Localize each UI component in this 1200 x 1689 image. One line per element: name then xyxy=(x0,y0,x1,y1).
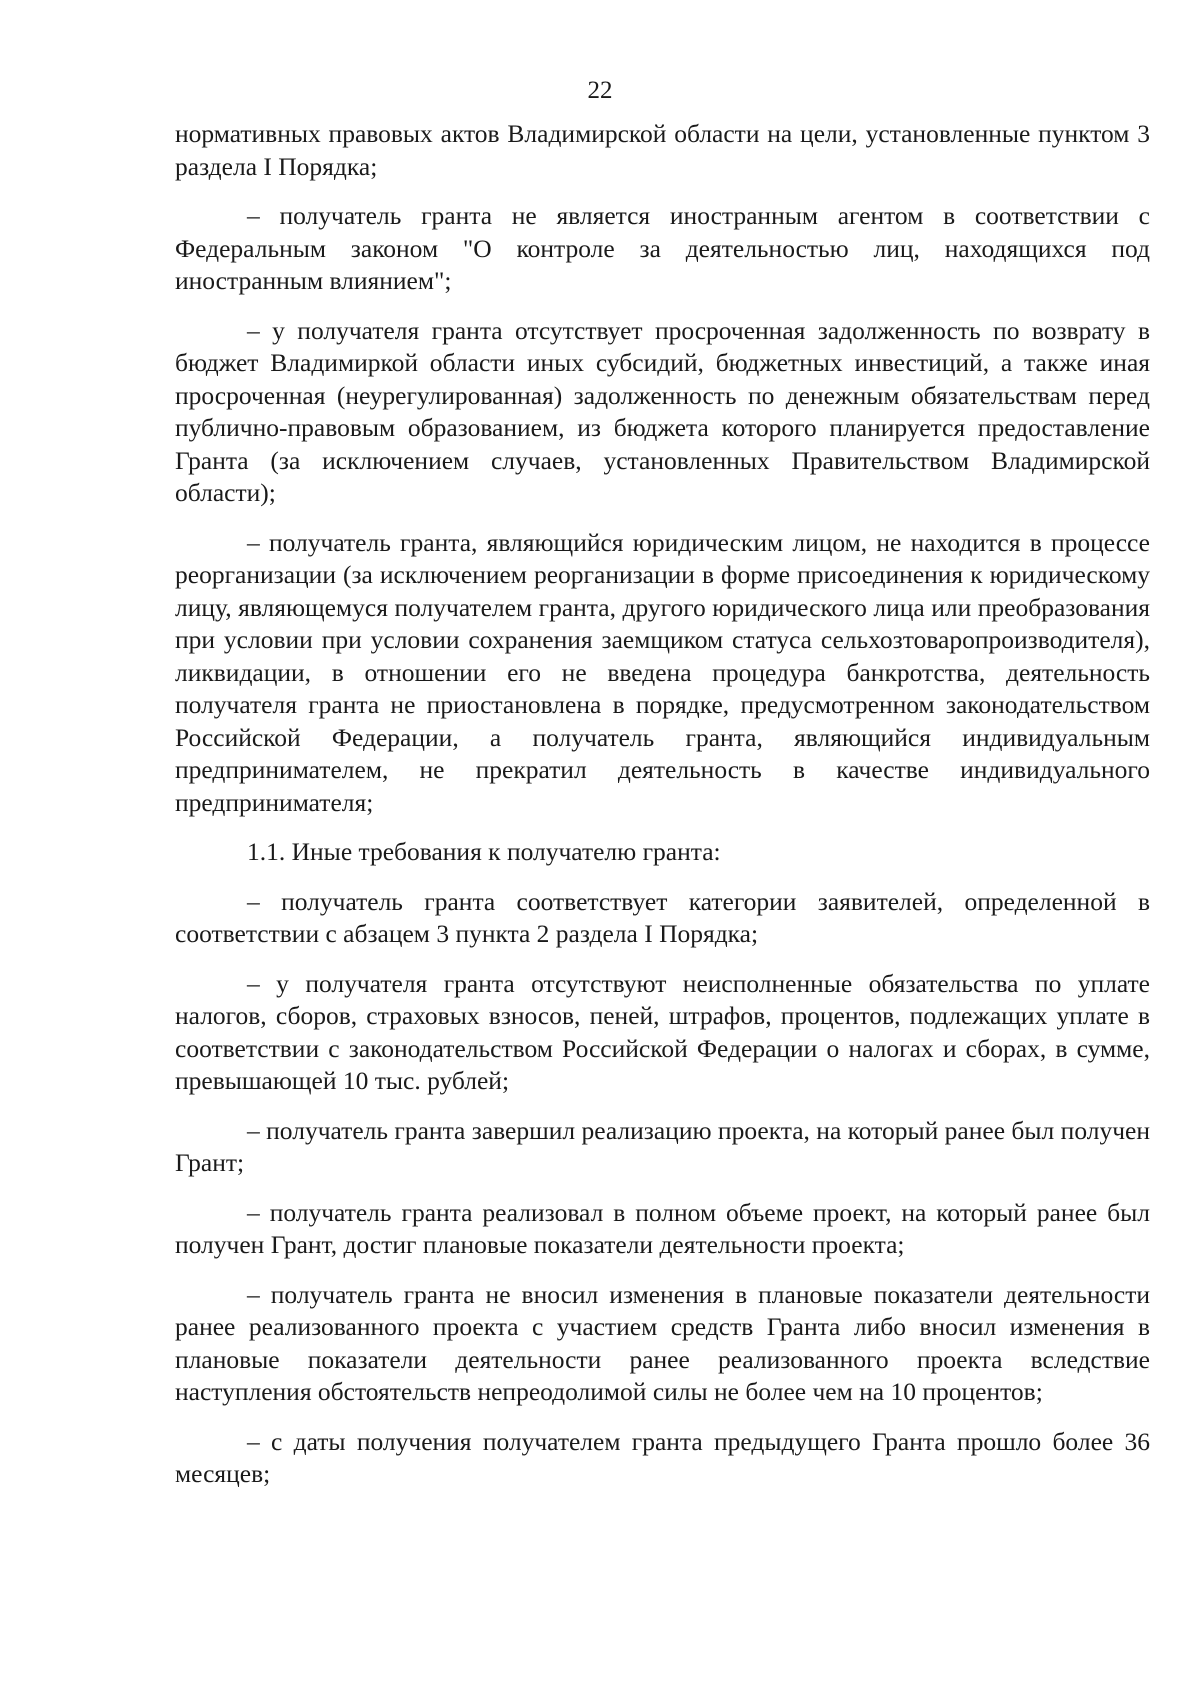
paragraph-requirement-no-tax-arrears: – у получателя гранта отсутствуют неисполненные обязательства по уплате налогов, сборов, страховых взносов, пеней, штрафов, процентов, подлежащих уплате в соответствии с законодательством Российской Федерации о налогах и сборах, в сумме, превышающей 10 тыс. рублей; xyxy=(175,968,1150,1095)
paragraph-requirement-foreign-agent: – получатель гранта не является иностранным агентом в соответствии с Федеральным законом "О контроле за деятельностью лиц, находящихся под иностранным влиянием"; xyxy=(175,201,1150,295)
paragraph-other-requirements-heading: 1.1. Иные требования к получателю гранта: xyxy=(247,837,721,866)
paragraph-requirement-no-reorganization: – получатель гранта, являющийся юридическим лицом, не находится в процессе реорганизации (за исключением реорганизации в форме присоединения к юридическому лицу, являющемуся получателем гранта, другого юридического лица или преобразования при условии при условии сохранения заемщиком статуса сельхозтоваропроизводителя), ликвидации, в отношении его не введена процедура банкротства, деятельность получателя гранта не приостановлена в порядке, предусмотренном законодательством Российской Федерации, а получатель гранта, являющийся индивидуальным предпринимателем, не прекратил деятельность в качестве индивидуального предпринимателя; xyxy=(175,527,1150,817)
document-body xyxy=(175,118,1150,1508)
paragraph-continuation: нормативных правовых актов Владимирской области на цели, установленные пунктом 3 раздела I Порядка; xyxy=(175,119,1150,181)
paragraph-requirement-project-completed: – получатель гранта завершил реализацию проекта, на который ранее был получен Грант; xyxy=(175,1115,1150,1177)
paragraph-requirement-36-months: – с даты получения получателем гранта предыдущего Гранта прошло более 36 месяцев; xyxy=(175,1426,1150,1488)
paragraph-requirement-no-indicator-changes: – получатель гранта не вносил изменения в плановые показатели деятельности ранее реализованного проекта с участием средств Гранта либо вносил изменения в плановые показатели деятельности ранее реализованного проекта вследствие наступления обстоятельств непреодолимой силы не более чем на 10 процентов; xyxy=(175,1279,1150,1406)
paragraph-requirement-project-fully-implemented: – получатель гранта реализовал в полном объеме проект, на который ранее был получен Грант, достиг плановые показатели деятельности проекта; xyxy=(175,1197,1150,1259)
paragraph-requirement-category: – получатель гранта соответствует категории заявителей, определенной в соответствии с абзацем 3 пункта 2 раздела I Порядка; xyxy=(175,886,1150,948)
paragraph-requirement-no-overdue-debt: – у получателя гранта отсутствует просроченная задолженность по возврату в бюджет Владимиркой области иных субсидий, бюджетных инвестиций, а также иная просроченная (неурегулированная) задолженность по денежным обязательствам перед публично-правовым образованием, из бюджета которого планируется предоставление Гранта (за исключением случаев, установленных Правительством Владимирской области); xyxy=(175,315,1150,507)
page-number: 22 xyxy=(587,77,613,104)
